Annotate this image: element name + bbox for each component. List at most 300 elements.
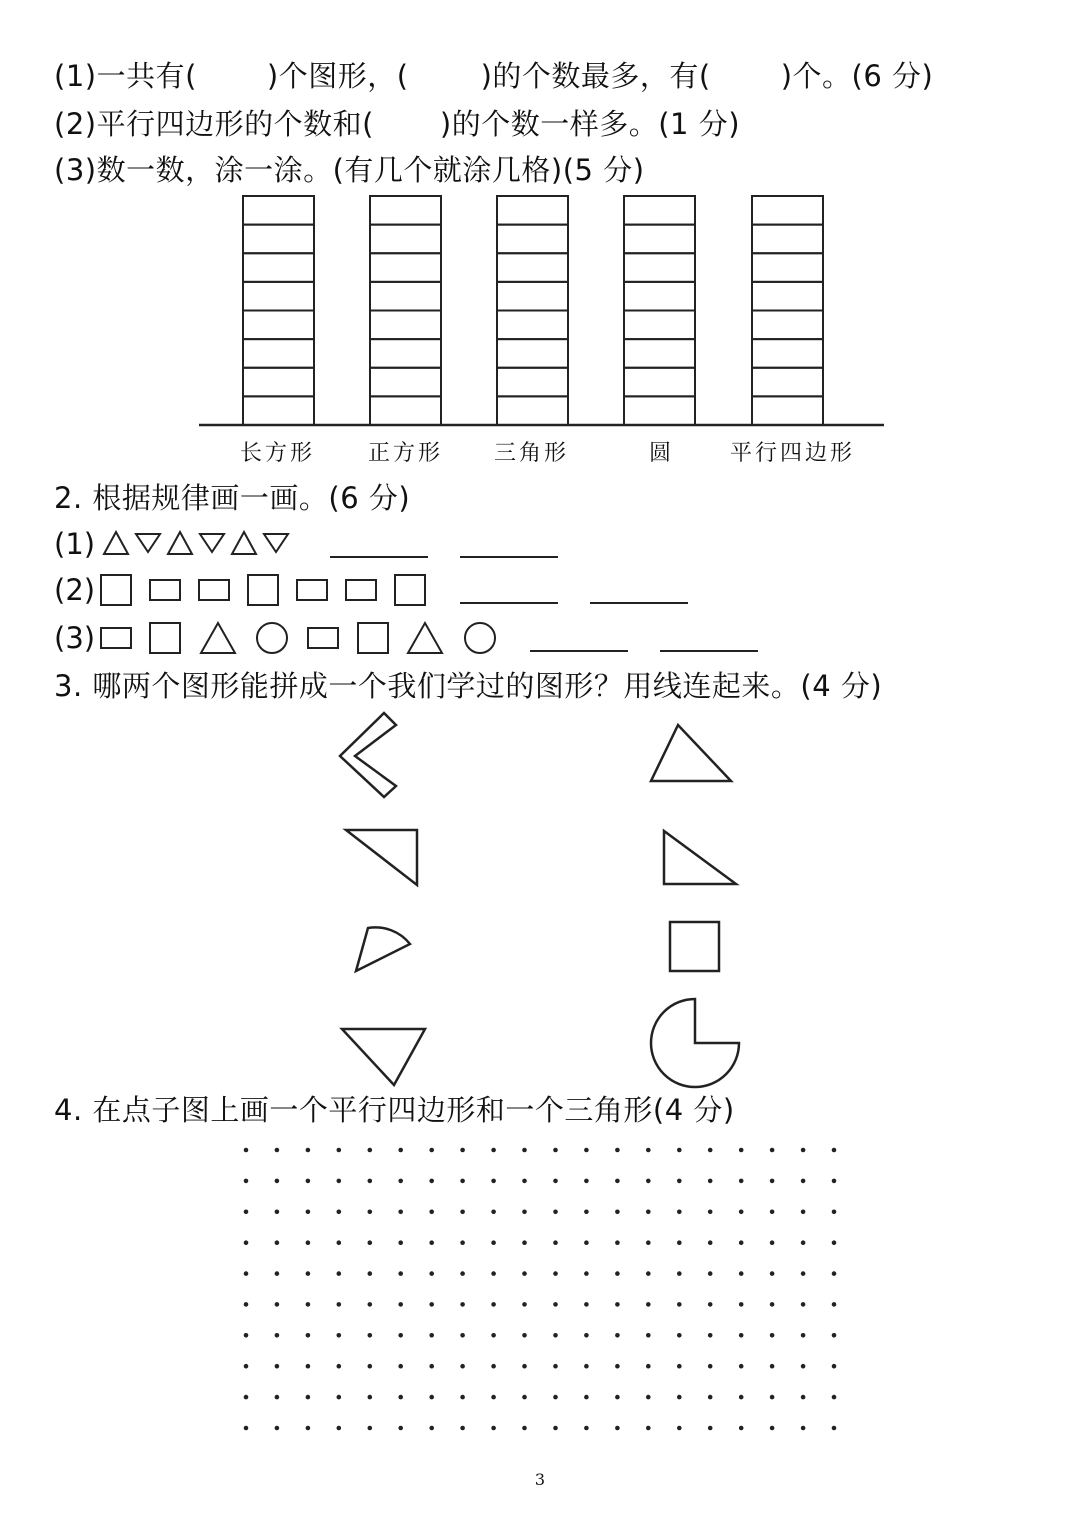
pattern-2-blank-1[interactable] (460, 580, 558, 604)
pattern-1-label: (1) (54, 527, 96, 561)
grid-dot (832, 1210, 837, 1215)
grid-dot (398, 1240, 403, 1245)
grid-dot (832, 1333, 837, 1338)
quarter-circle-shape-icon[interactable] (356, 927, 410, 971)
grid-dot (739, 1364, 744, 1369)
rectangle-icon (297, 580, 327, 600)
grid-dot (739, 1302, 744, 1307)
grid-dot (615, 1302, 620, 1307)
grid-dot (275, 1148, 280, 1153)
grid-dot (429, 1364, 434, 1369)
grid-dot (306, 1426, 311, 1431)
grid-dot (460, 1271, 465, 1276)
grid-dot (739, 1271, 744, 1276)
triangle-icon (408, 623, 442, 653)
grid-dot (398, 1271, 403, 1276)
grid-dot (522, 1271, 527, 1276)
question-1-2-label: (2) (54, 107, 97, 141)
grid-dot (553, 1240, 558, 1245)
grid-dot (801, 1333, 806, 1338)
grid-dot (553, 1426, 558, 1431)
grid-dot (337, 1364, 342, 1369)
grid-dot (368, 1210, 373, 1215)
triangle-shape-icon[interactable] (651, 725, 731, 781)
grid-dot (646, 1395, 651, 1400)
grid-dot (275, 1240, 280, 1245)
triangle-down-icon (136, 534, 160, 552)
grid-dot (460, 1395, 465, 1400)
bar-cell[interactable] (370, 339, 441, 368)
grid-dot (275, 1179, 280, 1184)
grid-dot (553, 1271, 558, 1276)
pattern-2-blank-2[interactable] (590, 580, 688, 604)
grid-dot (584, 1210, 589, 1215)
grid-dot (491, 1148, 496, 1153)
grid-dot (584, 1333, 589, 1338)
grid-dot (801, 1271, 806, 1276)
grid-dot (677, 1179, 682, 1184)
pattern-3-blank-2[interactable] (660, 628, 758, 652)
grid-dot (801, 1179, 806, 1184)
bar-cell[interactable] (370, 253, 441, 282)
bar-cell[interactable] (497, 368, 568, 397)
grid-dot (244, 1333, 249, 1338)
grid-dot (522, 1395, 527, 1400)
grid-dot (429, 1210, 434, 1215)
grid-dot (584, 1179, 589, 1184)
question-1-3-text: 数一数，涂一涂。(有几个就涂几格)(5 分) (96, 153, 645, 187)
grid-dot (553, 1148, 558, 1153)
grid-dot (708, 1302, 713, 1307)
grid-dot (708, 1148, 713, 1153)
question-2-title: 2. 根据规律画一画。(6 分) (54, 481, 411, 515)
bar-cell[interactable] (243, 196, 314, 225)
question-1-3-label: (3) (54, 153, 97, 187)
bar-cell[interactable] (752, 196, 823, 225)
grid-dot (398, 1210, 403, 1215)
grid-dot (646, 1302, 651, 1307)
grid-dot (337, 1333, 342, 1338)
count-bar-chart (0, 0, 1080, 440)
grid-dot (429, 1333, 434, 1338)
grid-dot (368, 1426, 373, 1431)
grid-dot (460, 1179, 465, 1184)
grid-dot (770, 1426, 775, 1431)
grid-dot (368, 1271, 373, 1276)
grid-dot (306, 1240, 311, 1245)
grid-dot (801, 1210, 806, 1215)
bar-cell[interactable] (243, 225, 314, 254)
grid-dot (244, 1364, 249, 1369)
bar-cell[interactable] (370, 282, 441, 311)
grid-dot (832, 1302, 837, 1307)
grid-dot (522, 1179, 527, 1184)
grid-dot (429, 1271, 434, 1276)
grid-dot (491, 1395, 496, 1400)
bar-cell[interactable] (370, 311, 441, 340)
grid-dot (584, 1395, 589, 1400)
bar-cell[interactable] (497, 225, 568, 254)
pattern-3-blank-1[interactable] (530, 628, 628, 652)
grid-dot (677, 1395, 682, 1400)
circle-icon (465, 623, 495, 653)
grid-dot (306, 1148, 311, 1153)
grid-dot (739, 1395, 744, 1400)
bar-cell[interactable] (752, 253, 823, 282)
triangle-icon (201, 623, 235, 653)
grid-dot (491, 1240, 496, 1245)
question-1-1-text-d: )个。(6 分) (780, 59, 934, 93)
question-1-1-label: (1) (54, 59, 97, 93)
grid-dot (584, 1271, 589, 1276)
three-quarter-circle-shape-icon[interactable] (651, 999, 739, 1087)
grid-dot (275, 1302, 280, 1307)
bar-cell[interactable] (752, 311, 823, 340)
bar-label-rectangle: 长方形 (240, 441, 316, 466)
pattern-3-shapes (100, 618, 520, 658)
grid-dot (337, 1271, 342, 1276)
grid-dot (677, 1364, 682, 1369)
grid-dot (832, 1179, 837, 1184)
bar-label-triangle: 三角形 (494, 441, 570, 466)
grid-dot (615, 1148, 620, 1153)
grid-dot (646, 1210, 651, 1215)
grid-dot (739, 1240, 744, 1245)
grid-dot (460, 1364, 465, 1369)
rectangle-icon (346, 580, 376, 600)
grid-dot (244, 1395, 249, 1400)
grid-dot (522, 1302, 527, 1307)
grid-dot (801, 1302, 806, 1307)
grid-dot (398, 1333, 403, 1338)
grid-dot (244, 1302, 249, 1307)
question-3-title: 3. 哪两个图形能拼成一个我们学过的图形？用线连起来。(4 分) (54, 669, 883, 703)
grid-dot (398, 1148, 403, 1153)
pattern-row-1 (54, 524, 614, 564)
grid-dot (801, 1148, 806, 1153)
grid-dot (491, 1271, 496, 1276)
grid-dot (677, 1302, 682, 1307)
grid-dot (584, 1302, 589, 1307)
grid-dot (646, 1271, 651, 1276)
grid-dot (708, 1426, 713, 1431)
bar-cell[interactable] (497, 311, 568, 340)
grid-dot (553, 1210, 558, 1215)
bar-cell[interactable] (497, 396, 568, 425)
bar-cell[interactable] (624, 225, 695, 254)
grid-dot (708, 1179, 713, 1184)
bar-label-parallelogram: 平行四边形 (730, 441, 856, 466)
grid-dot (429, 1302, 434, 1307)
bar-cell[interactable] (624, 196, 695, 225)
grid-dot (244, 1426, 249, 1431)
grid-dot (491, 1426, 496, 1431)
grid-dot (275, 1210, 280, 1215)
grid-dot (522, 1148, 527, 1153)
grid-dot (739, 1426, 744, 1431)
grid-dot (368, 1395, 373, 1400)
square-icon (248, 575, 278, 605)
triangle-up-icon (232, 532, 256, 554)
question-1-2-text-b: )的个数一样多。(1 分) (439, 107, 741, 141)
grid-dot (770, 1210, 775, 1215)
pattern-row-3 (54, 618, 764, 658)
grid-dot (368, 1302, 373, 1307)
grid-dot (244, 1179, 249, 1184)
grid-dot (677, 1210, 682, 1215)
grid-dot (306, 1395, 311, 1400)
bar-cell[interactable] (370, 396, 441, 425)
grid-dot (429, 1395, 434, 1400)
grid-dot (398, 1364, 403, 1369)
bar-cell[interactable] (243, 339, 314, 368)
grid-dot (739, 1210, 744, 1215)
grid-dot (677, 1271, 682, 1276)
grid-dot (708, 1210, 713, 1215)
grid-dot (801, 1364, 806, 1369)
grid-dot (398, 1302, 403, 1307)
grid-dot (677, 1148, 682, 1153)
grid-dot (553, 1302, 558, 1307)
bar-cell[interactable] (497, 282, 568, 311)
bar-cell[interactable] (624, 253, 695, 282)
grid-dot (677, 1240, 682, 1245)
grid-dot (244, 1271, 249, 1276)
grid-dot (646, 1148, 651, 1153)
chevron-shape-icon[interactable] (340, 713, 396, 797)
bar-cell[interactable] (243, 282, 314, 311)
right-triangle-shape-icon[interactable] (346, 830, 417, 885)
grid-dot (368, 1333, 373, 1338)
pattern-row-2 (54, 570, 694, 610)
grid-dot (306, 1364, 311, 1369)
pattern-1-shapes (100, 524, 300, 564)
right-triangle-shape-2-icon[interactable] (664, 831, 736, 884)
grid-dot (244, 1148, 249, 1153)
grid-dot (677, 1426, 682, 1431)
grid-dot (429, 1240, 434, 1245)
bar-cell[interactable] (370, 368, 441, 397)
grid-dot (522, 1333, 527, 1338)
bar-cell[interactable] (497, 196, 568, 225)
grid-dot (646, 1240, 651, 1245)
grid-dot (615, 1426, 620, 1431)
rectangle-icon (308, 628, 338, 648)
grid-dot (832, 1271, 837, 1276)
grid-dot (584, 1364, 589, 1369)
grid-dot (677, 1333, 682, 1338)
grid-dot (306, 1179, 311, 1184)
grid-dot (398, 1395, 403, 1400)
matching-shapes-area (0, 700, 1080, 1120)
bar-cell[interactable] (624, 282, 695, 311)
grid-dot (646, 1426, 651, 1431)
grid-dot (337, 1426, 342, 1431)
grid-dot (553, 1395, 558, 1400)
grid-dot (460, 1426, 465, 1431)
rectangle-icon (101, 628, 131, 648)
grid-dot (708, 1333, 713, 1338)
bar-cell[interactable] (370, 196, 441, 225)
grid-dot (491, 1302, 496, 1307)
grid-dot (770, 1271, 775, 1276)
grid-dot (306, 1302, 311, 1307)
bar-cell[interactable] (243, 311, 314, 340)
grid-dot (770, 1240, 775, 1245)
grid-dot (368, 1240, 373, 1245)
pattern-1-blank-1[interactable] (330, 534, 428, 558)
bar-cell[interactable] (624, 368, 695, 397)
square-icon (358, 623, 388, 653)
grid-dot (337, 1210, 342, 1215)
grid-dot (739, 1333, 744, 1338)
grid-dot (460, 1302, 465, 1307)
bar-cell[interactable] (497, 253, 568, 282)
grid-dot (553, 1364, 558, 1369)
triangle-up-icon (104, 532, 128, 554)
bar-cell[interactable] (624, 311, 695, 340)
question-1-1-text-c: )的个数最多，有( (480, 59, 711, 93)
grid-dot (801, 1426, 806, 1431)
circle-icon (257, 623, 287, 653)
rectangle-icon (199, 580, 229, 600)
grid-dot (275, 1364, 280, 1369)
grid-dot (832, 1240, 837, 1245)
bar-cell[interactable] (624, 339, 695, 368)
grid-dot (429, 1426, 434, 1431)
grid-dot (398, 1179, 403, 1184)
grid-dot (708, 1364, 713, 1369)
grid-dot (398, 1426, 403, 1431)
rectangle-icon (150, 580, 180, 600)
grid-dot (337, 1395, 342, 1400)
bar-cell[interactable] (752, 368, 823, 397)
grid-dot (460, 1210, 465, 1215)
grid-dot (584, 1426, 589, 1431)
grid-dot (832, 1426, 837, 1431)
grid-dot (584, 1148, 589, 1153)
bar-label-circle: 圆 (649, 441, 675, 466)
bar-cell[interactable] (497, 339, 568, 368)
grid-dot (770, 1364, 775, 1369)
grid-dot (708, 1271, 713, 1276)
grid-dot (337, 1302, 342, 1307)
grid-dot (306, 1271, 311, 1276)
grid-dot (646, 1179, 651, 1184)
grid-dot (491, 1333, 496, 1338)
triangle-down-icon (264, 534, 288, 552)
grid-dot (770, 1395, 775, 1400)
grid-dot (553, 1333, 558, 1338)
grid-dot (801, 1240, 806, 1245)
grid-dot (832, 1364, 837, 1369)
grid-dot (491, 1364, 496, 1369)
grid-dot (275, 1426, 280, 1431)
bar-cell[interactable] (370, 225, 441, 254)
bar-cell[interactable] (752, 225, 823, 254)
grid-dot (337, 1148, 342, 1153)
bar-cell[interactable] (243, 368, 314, 397)
grid-dot (368, 1364, 373, 1369)
grid-dot (708, 1395, 713, 1400)
grid-dot (770, 1302, 775, 1307)
square-icon (101, 575, 131, 605)
grid-dot (275, 1271, 280, 1276)
square-icon (395, 575, 425, 605)
grid-dot (615, 1179, 620, 1184)
triangle-down-icon (200, 534, 224, 552)
grid-dot (368, 1148, 373, 1153)
square-shape-icon[interactable] (670, 922, 719, 971)
grid-dot (460, 1240, 465, 1245)
inverted-triangle-shape-icon[interactable] (342, 1029, 425, 1085)
grid-dot (337, 1179, 342, 1184)
question-1-2-text-a: 平行四边形的个数和( (96, 107, 374, 141)
grid-dot (337, 1240, 342, 1245)
grid-dot (615, 1333, 620, 1338)
dot-grid[interactable] (0, 1130, 1080, 1450)
grid-dot (770, 1333, 775, 1338)
grid-dot (615, 1271, 620, 1276)
grid-dot (584, 1240, 589, 1245)
grid-dot (429, 1148, 434, 1153)
grid-dot (491, 1179, 496, 1184)
grid-dot (522, 1240, 527, 1245)
grid-dot (739, 1179, 744, 1184)
pattern-3-label: (3) (54, 621, 96, 655)
grid-dot (646, 1333, 651, 1338)
page-number: 3 (534, 1470, 546, 1489)
bar-label-square: 正方形 (368, 441, 444, 466)
grid-dot (460, 1333, 465, 1338)
question-1-1-text-a: 一共有( (96, 59, 197, 93)
grid-dot (522, 1364, 527, 1369)
grid-dot (615, 1395, 620, 1400)
grid-dot (244, 1240, 249, 1245)
grid-dot (615, 1240, 620, 1245)
bar-cell[interactable] (243, 253, 314, 282)
grid-dot (429, 1179, 434, 1184)
grid-dot (739, 1148, 744, 1153)
grid-dot (553, 1179, 558, 1184)
grid-dot (275, 1333, 280, 1338)
bar-cell[interactable] (243, 396, 314, 425)
grid-dot (832, 1395, 837, 1400)
pattern-2-label: (2) (54, 573, 96, 607)
grid-dot (491, 1210, 496, 1215)
bar-cell[interactable] (624, 396, 695, 425)
grid-dot (615, 1210, 620, 1215)
grid-dot (801, 1395, 806, 1400)
grid-dot (306, 1333, 311, 1338)
grid-dot (770, 1148, 775, 1153)
grid-dot (522, 1210, 527, 1215)
grid-dot (615, 1364, 620, 1369)
grid-dot (244, 1210, 249, 1215)
grid-dot (832, 1148, 837, 1153)
pattern-2-shapes (100, 570, 500, 610)
grid-dot (306, 1210, 311, 1215)
bar-cell[interactable] (752, 396, 823, 425)
question-4-title: 4. 在点子图上画一个平行四边形和一个三角形(4 分) (54, 1093, 735, 1127)
grid-dot (460, 1148, 465, 1153)
pattern-1-blank-2[interactable] (460, 534, 558, 558)
grid-dot (770, 1179, 775, 1184)
grid-dot (522, 1426, 527, 1431)
grid-dot (646, 1364, 651, 1369)
bar-cell[interactable] (752, 339, 823, 368)
bar-cell[interactable] (752, 282, 823, 311)
